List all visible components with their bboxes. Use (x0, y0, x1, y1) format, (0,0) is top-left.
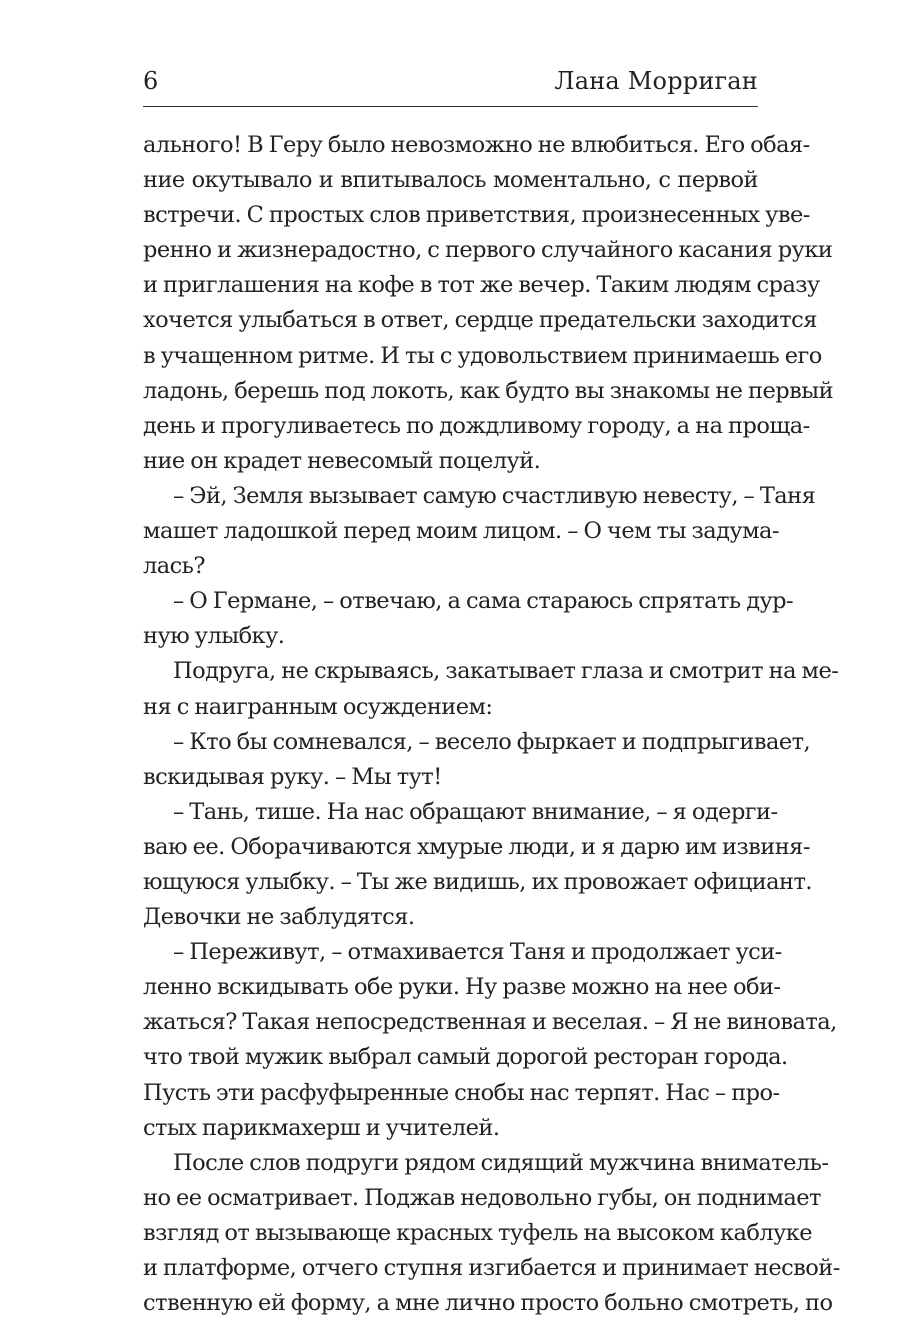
paragraph (143, 795, 812, 935)
paragraph (143, 1146, 840, 1321)
text-line: взгляд от вызывающе красных туфель на высоком каблуке (143, 1219, 813, 1246)
text-line: ную улыбку. (143, 623, 285, 650)
text-line: стых парикмахерш и учителей. (143, 1114, 500, 1141)
text-line: – Тань, тише. На нас обращают внимание, – я одерги- (173, 798, 778, 825)
text-line: – Кто бы сомневался, – весело фыркает и подпрыгивает, (173, 728, 811, 755)
text-line: ние окутывало и впитывалось моментально, с первой (143, 167, 758, 194)
paragraph (143, 128, 834, 479)
text-line: хочется улыбаться в ответ, сердце предательски заходится (143, 307, 817, 334)
paragraph (143, 725, 811, 795)
running-head-author: Лана Морриган (554, 67, 758, 95)
text-line: что твой мужик выбрал самый дорогой ресторан города. (143, 1044, 788, 1071)
text-line: ального! В Геру было невозможно не влюбиться. Его обая- (143, 132, 810, 158)
running-head (143, 66, 758, 106)
text-line: Девочки не заблудятся. (143, 904, 415, 931)
paragraph (143, 654, 839, 724)
text-line: – Эй, Земля вызывает самую счастливую невесту, – Таня (173, 482, 816, 509)
text-line: После слов подруги рядом сидящий мужчина вниматель- (173, 1149, 829, 1176)
paragraph (143, 479, 816, 584)
text-line: ваю ее. Оборачиваются хмурые люди, и я дарю им извиня- (143, 833, 810, 860)
text-line: день и прогуливаетесь по дождливому городу, а на проща- (143, 412, 810, 439)
text-line: ственную ей форму, а мне лично просто больно смотреть, по (143, 1290, 833, 1317)
text-line: жаться? Такая непосредственная и веселая. – Я не виновата, (143, 1009, 837, 1036)
text-line: Подруга, не скрываясь, закатывает глаза и смотрит на ме- (173, 658, 839, 685)
text-line: лась? (143, 553, 205, 580)
text-line: ладонь, берешь под локоть, как будто вы знакомы не первый (143, 377, 834, 404)
text-line: ня с наигранным осуждением: (143, 693, 493, 720)
header-rule (143, 106, 758, 107)
text-line: ренно и жизнерадостно, с первого случайного касания руки (143, 237, 833, 264)
text-line: ленно вскидывать обе руки. Ну разве можно на нее оби- (143, 974, 781, 1001)
text-line: вскидывая руку. – Мы тут! (143, 763, 442, 790)
paragraph (143, 584, 794, 654)
paragraph (143, 935, 837, 1146)
page-number: 6 (143, 67, 159, 95)
text-line: – О Германе, – отвечаю, а сама стараюсь спрятать дур- (173, 588, 794, 615)
text-line: ние он крадет невесомый поцелуй. (143, 447, 541, 474)
text-line: и приглашения на кофе в тот же вечер. Таким людям сразу (143, 272, 820, 299)
text-line: машет ладошкой перед моим лицом. – О чем ты задума- (143, 518, 779, 545)
body-text (143, 128, 840, 1321)
text-line: Пусть эти расфуфыренные снобы нас терпят. Нас – про- (143, 1079, 780, 1106)
text-line: встречи. С простых слов приветствия, произнесенных уве- (143, 202, 810, 229)
text-line: в учащенном ритме. И ты с удовольствием принимаешь его (143, 342, 822, 369)
text-line: ющуюся улыбку. – Ты же видишь, их провожает официант. (143, 868, 812, 895)
text-line: и платформе, отчего ступня изгибается и принимает несвой- (143, 1255, 840, 1281)
text-line: но ее осматривает. Поджав недовольно губы, он поднимает (143, 1184, 821, 1211)
text-line: – Переживут, – отмахивается Таня и продолжает уси- (173, 939, 782, 966)
